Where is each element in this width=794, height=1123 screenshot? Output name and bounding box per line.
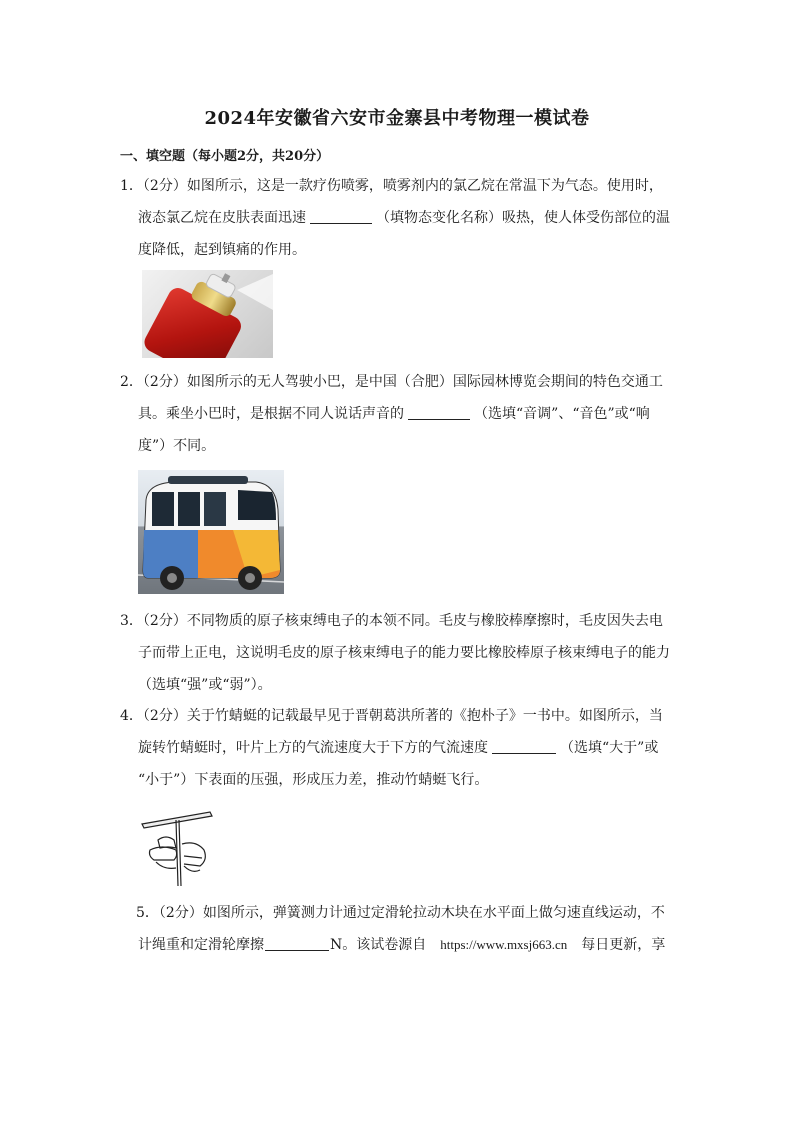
question-text: （2分）不同物质的原子核束缚电子的本领不同。毛皮与橡胶棒摩擦时，毛皮因失去电 [142, 613, 663, 629]
question-number: 5． [136, 905, 159, 921]
question-2 [120, 366, 675, 462]
question-text: 液态氯乙烷在皮肤表面迅速 [138, 210, 306, 226]
question-text: 每日更新，享 [581, 937, 666, 953]
page-title: 2024年安徽省六安市金寨县中考物理一模试卷 [204, 108, 590, 129]
answer-blank[interactable] [492, 737, 556, 754]
question-text: 计绳重和定滑轮摩擦 [138, 937, 264, 953]
question-text: 子而带上正电，这说明毛皮的原子核束缚电子的能力要比橡胶棒原子核束缚电子的能力 [138, 645, 670, 661]
question-number: 4． [120, 708, 143, 724]
question-text: N。该试卷源自 [330, 937, 427, 953]
question-4 [120, 700, 675, 796]
question-text: （选填“大于”或 [560, 740, 659, 756]
question-text: （选填“音调”、“音色”或“响 [474, 406, 650, 422]
question-5 [120, 897, 675, 961]
question-number: 1． [120, 178, 143, 194]
question-3 [120, 605, 675, 701]
question-text: “小于”）下表面的压强，形成压力差，推动竹蜻蜓飞行。 [138, 772, 489, 788]
question-text: （2分）如图所示的无人驾驶小巴，是中国（合肥）国际园林博览会期间的特色交通工 [142, 374, 663, 390]
question-text: 具。乘坐小巴时，是根据不同人说话声音的 [138, 406, 404, 422]
question-number: 2． [120, 374, 143, 390]
answer-blank[interactable] [310, 207, 372, 224]
section-heading: 一、填空题（每小题2分，共20分） [120, 149, 330, 164]
source-link[interactable]: https://www.mxsj663.cn [440, 937, 568, 952]
question-text: （填物态变化名称）吸热，使人体受伤部位的温 [376, 210, 670, 226]
question-text: 度”）不同。 [138, 438, 216, 454]
question-text: （2分）如图所示，这是一款疗伤喷雾，喷雾剂内的氯乙烷在常温下为气态。使用时， [142, 178, 663, 194]
answer-blank[interactable] [408, 403, 470, 420]
question-1 [120, 170, 675, 266]
question-text: （2分）如图所示，弹簧测力计通过定滑轮拉动木块在水平面上做匀速直线运动，不 [158, 905, 665, 921]
question-text: （2分）关于竹蜻蜓的记载最早见于晋朝葛洪所著的《抱朴子》一书中。如图所示，当 [142, 708, 663, 724]
answer-blank[interactable] [265, 934, 329, 951]
question-text: 度降低，起到镇痛的作用。 [138, 242, 306, 258]
question-text: （选填“强”或“弱”）。 [138, 677, 272, 693]
spray-can-image [142, 270, 273, 358]
bamboo-dragonfly-image [138, 800, 218, 890]
question-number: 3． [120, 613, 143, 629]
question-text: 旋转竹蜻蜓时，叶片上方的气流速度大于下方的气流速度 [138, 740, 488, 756]
minibus-image [138, 470, 284, 594]
